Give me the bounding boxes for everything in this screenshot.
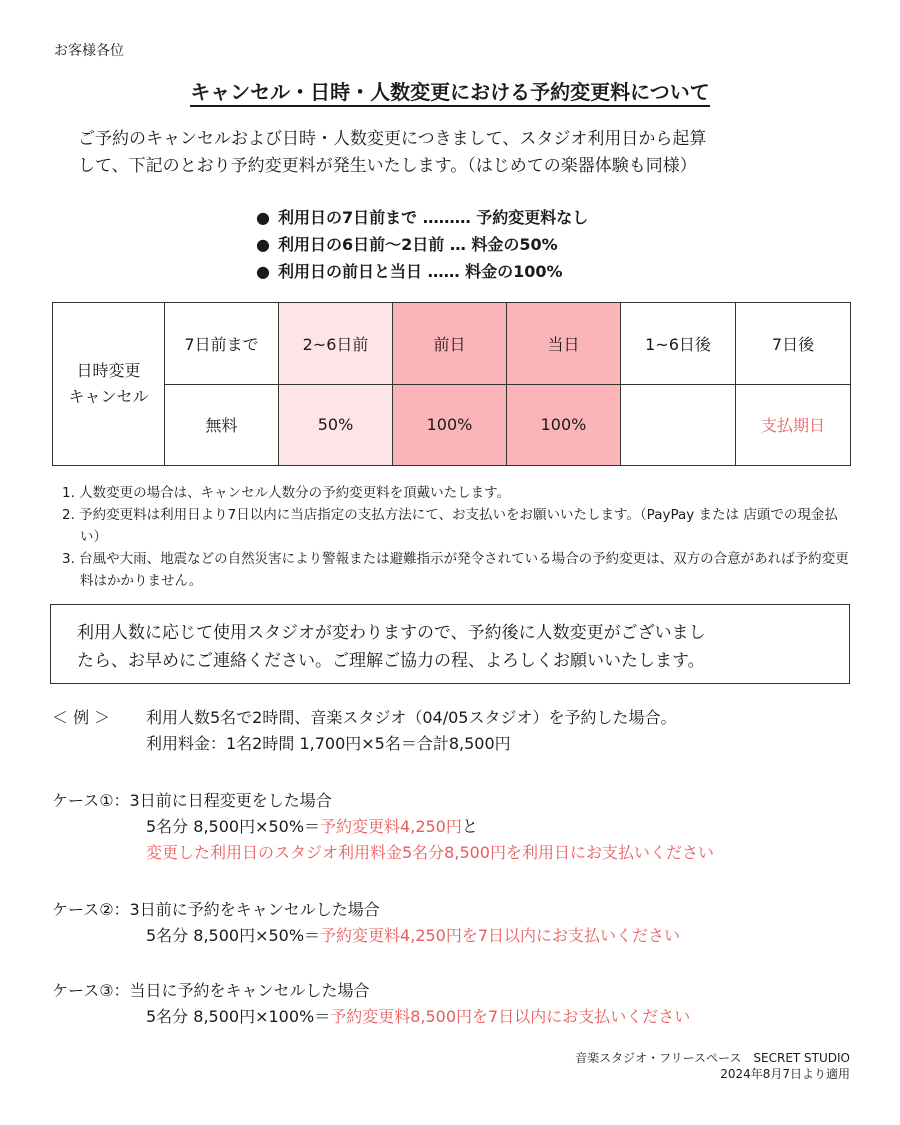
footer-date: 2024年8月7日より適用	[720, 1067, 850, 1081]
case-label: ケース②：	[52, 900, 130, 919]
timing-cell: 前日	[393, 303, 507, 385]
case-1-extra: 変更した利用日のスタジオ利用料金5名分8,500円を利用日にお支払いください	[146, 843, 714, 862]
timing-cell: 1~6日後	[621, 303, 736, 385]
table-row-timing	[53, 303, 851, 385]
notice-line: 利用人数に応じて使用スタジオが変わりますので、予約後に人数変更がございまし	[77, 623, 706, 643]
case-label: ケース①：	[52, 791, 130, 810]
row-header-line: 日時変更	[76, 361, 141, 380]
fee-cell-due-date: 支払期日	[736, 384, 851, 466]
case-fee: 予約変更料4,250円を7日以内にお支払いください	[320, 926, 681, 945]
greeting: お客様各位	[54, 43, 124, 59]
fee-cell: 100%	[507, 384, 621, 466]
bullet-item: ● 利用日の7日前まで ……… 予約変更料なし	[256, 204, 588, 231]
notice-line: たら、お早めにご連絡ください。ご理解ご協力の程、よろしくお願いいたします。	[77, 651, 705, 671]
fee-table	[52, 302, 851, 466]
intro-line: して、下記のとおり予約変更料が発生いたします。（はじめての楽器体験も同様）	[78, 156, 697, 176]
bullet-item: ● 利用日の6日前〜2日前 … 料金の50%	[256, 231, 588, 258]
page-title	[0, 76, 900, 105]
case-heading: 3日前に日程変更をした場合	[129, 791, 332, 810]
case-fee: 予約変更料4,250円	[320, 817, 462, 836]
row-header-cell	[53, 303, 165, 466]
case-suffix: と	[461, 817, 478, 836]
example-label: ＜ 例 ＞	[52, 708, 111, 727]
footer	[575, 1050, 850, 1082]
timing-cell: 7日前まで	[165, 303, 279, 385]
case-fee: 予約変更料8,500円を7日以内にお支払いください	[330, 1007, 691, 1026]
timing-cell: 当日	[507, 303, 621, 385]
fee-cell: 100%	[393, 384, 507, 466]
case-3-title	[52, 978, 370, 1004]
case-heading: 当日に予約をキャンセルした場合	[129, 981, 370, 1000]
case-1-title	[52, 788, 332, 814]
table-row-fee	[53, 384, 851, 466]
case-calc: 5名分 8,500円×50%＝	[146, 926, 321, 945]
row-header-line: キャンセル	[68, 387, 149, 406]
intro-paragraph	[78, 126, 838, 180]
fee-cell: 無料	[165, 384, 279, 466]
fee-cell: 50%	[279, 384, 393, 466]
bullet-item: ● 利用日の前日と当日 …… 料金の100%	[256, 258, 588, 285]
case-3-calc	[146, 1004, 690, 1030]
case-heading: 3日前に予約をキャンセルした場合	[129, 900, 380, 919]
fee-summary-list	[256, 204, 588, 285]
page-title-text: キャンセル・日時・人数変更における予約変更料について	[190, 80, 710, 107]
case-1-calc	[146, 814, 478, 840]
footer-org: 音楽スタジオ・フリースペース SECRET STUDIO	[575, 1051, 850, 1065]
bullet-icon: ●	[256, 262, 270, 281]
case-2-calc	[146, 923, 680, 949]
fee-cell	[621, 384, 736, 466]
note-item: 3. 台風や大雨、地震などの自然災害により警報または避難指示が発令されている場合の予約変更は、双方の合意があれば予約変更料はかかりません。	[62, 551, 849, 589]
case-calc: 5名分 8,500円×100%＝	[146, 1007, 331, 1026]
bullet-icon: ●	[256, 208, 270, 227]
note-item: 2. 予約変更料は利用日より7日以内に当店指定の支払方法にて、お支払いをお願いいたします。（PayPay または 店頭での現金払い）	[62, 507, 838, 545]
case-2-title	[52, 897, 380, 923]
intro-line: ご予約のキャンセルおよび日時・人数変更につきまして、スタジオ利用日から起算	[78, 129, 707, 149]
case-label: ケース③：	[52, 981, 130, 1000]
case-calc: 5名分 8,500円×50%＝	[146, 817, 321, 836]
notice-box	[50, 604, 850, 684]
note-item: 1. 人数変更の場合は、キャンセル人数分の予約変更料を頂戴いたします。	[62, 485, 511, 501]
timing-cell: 2~6日前	[279, 303, 393, 385]
notes-list	[62, 482, 852, 592]
timing-cell: 7日後	[736, 303, 851, 385]
example-line: 利用人数5名で2時間、音楽スタジオ（04/05スタジオ）を予約した場合。	[146, 708, 677, 727]
bullet-icon: ●	[256, 235, 270, 254]
example-line: 利用料金：1名2時間 1,700円×5名＝合計8,500円	[146, 734, 511, 753]
